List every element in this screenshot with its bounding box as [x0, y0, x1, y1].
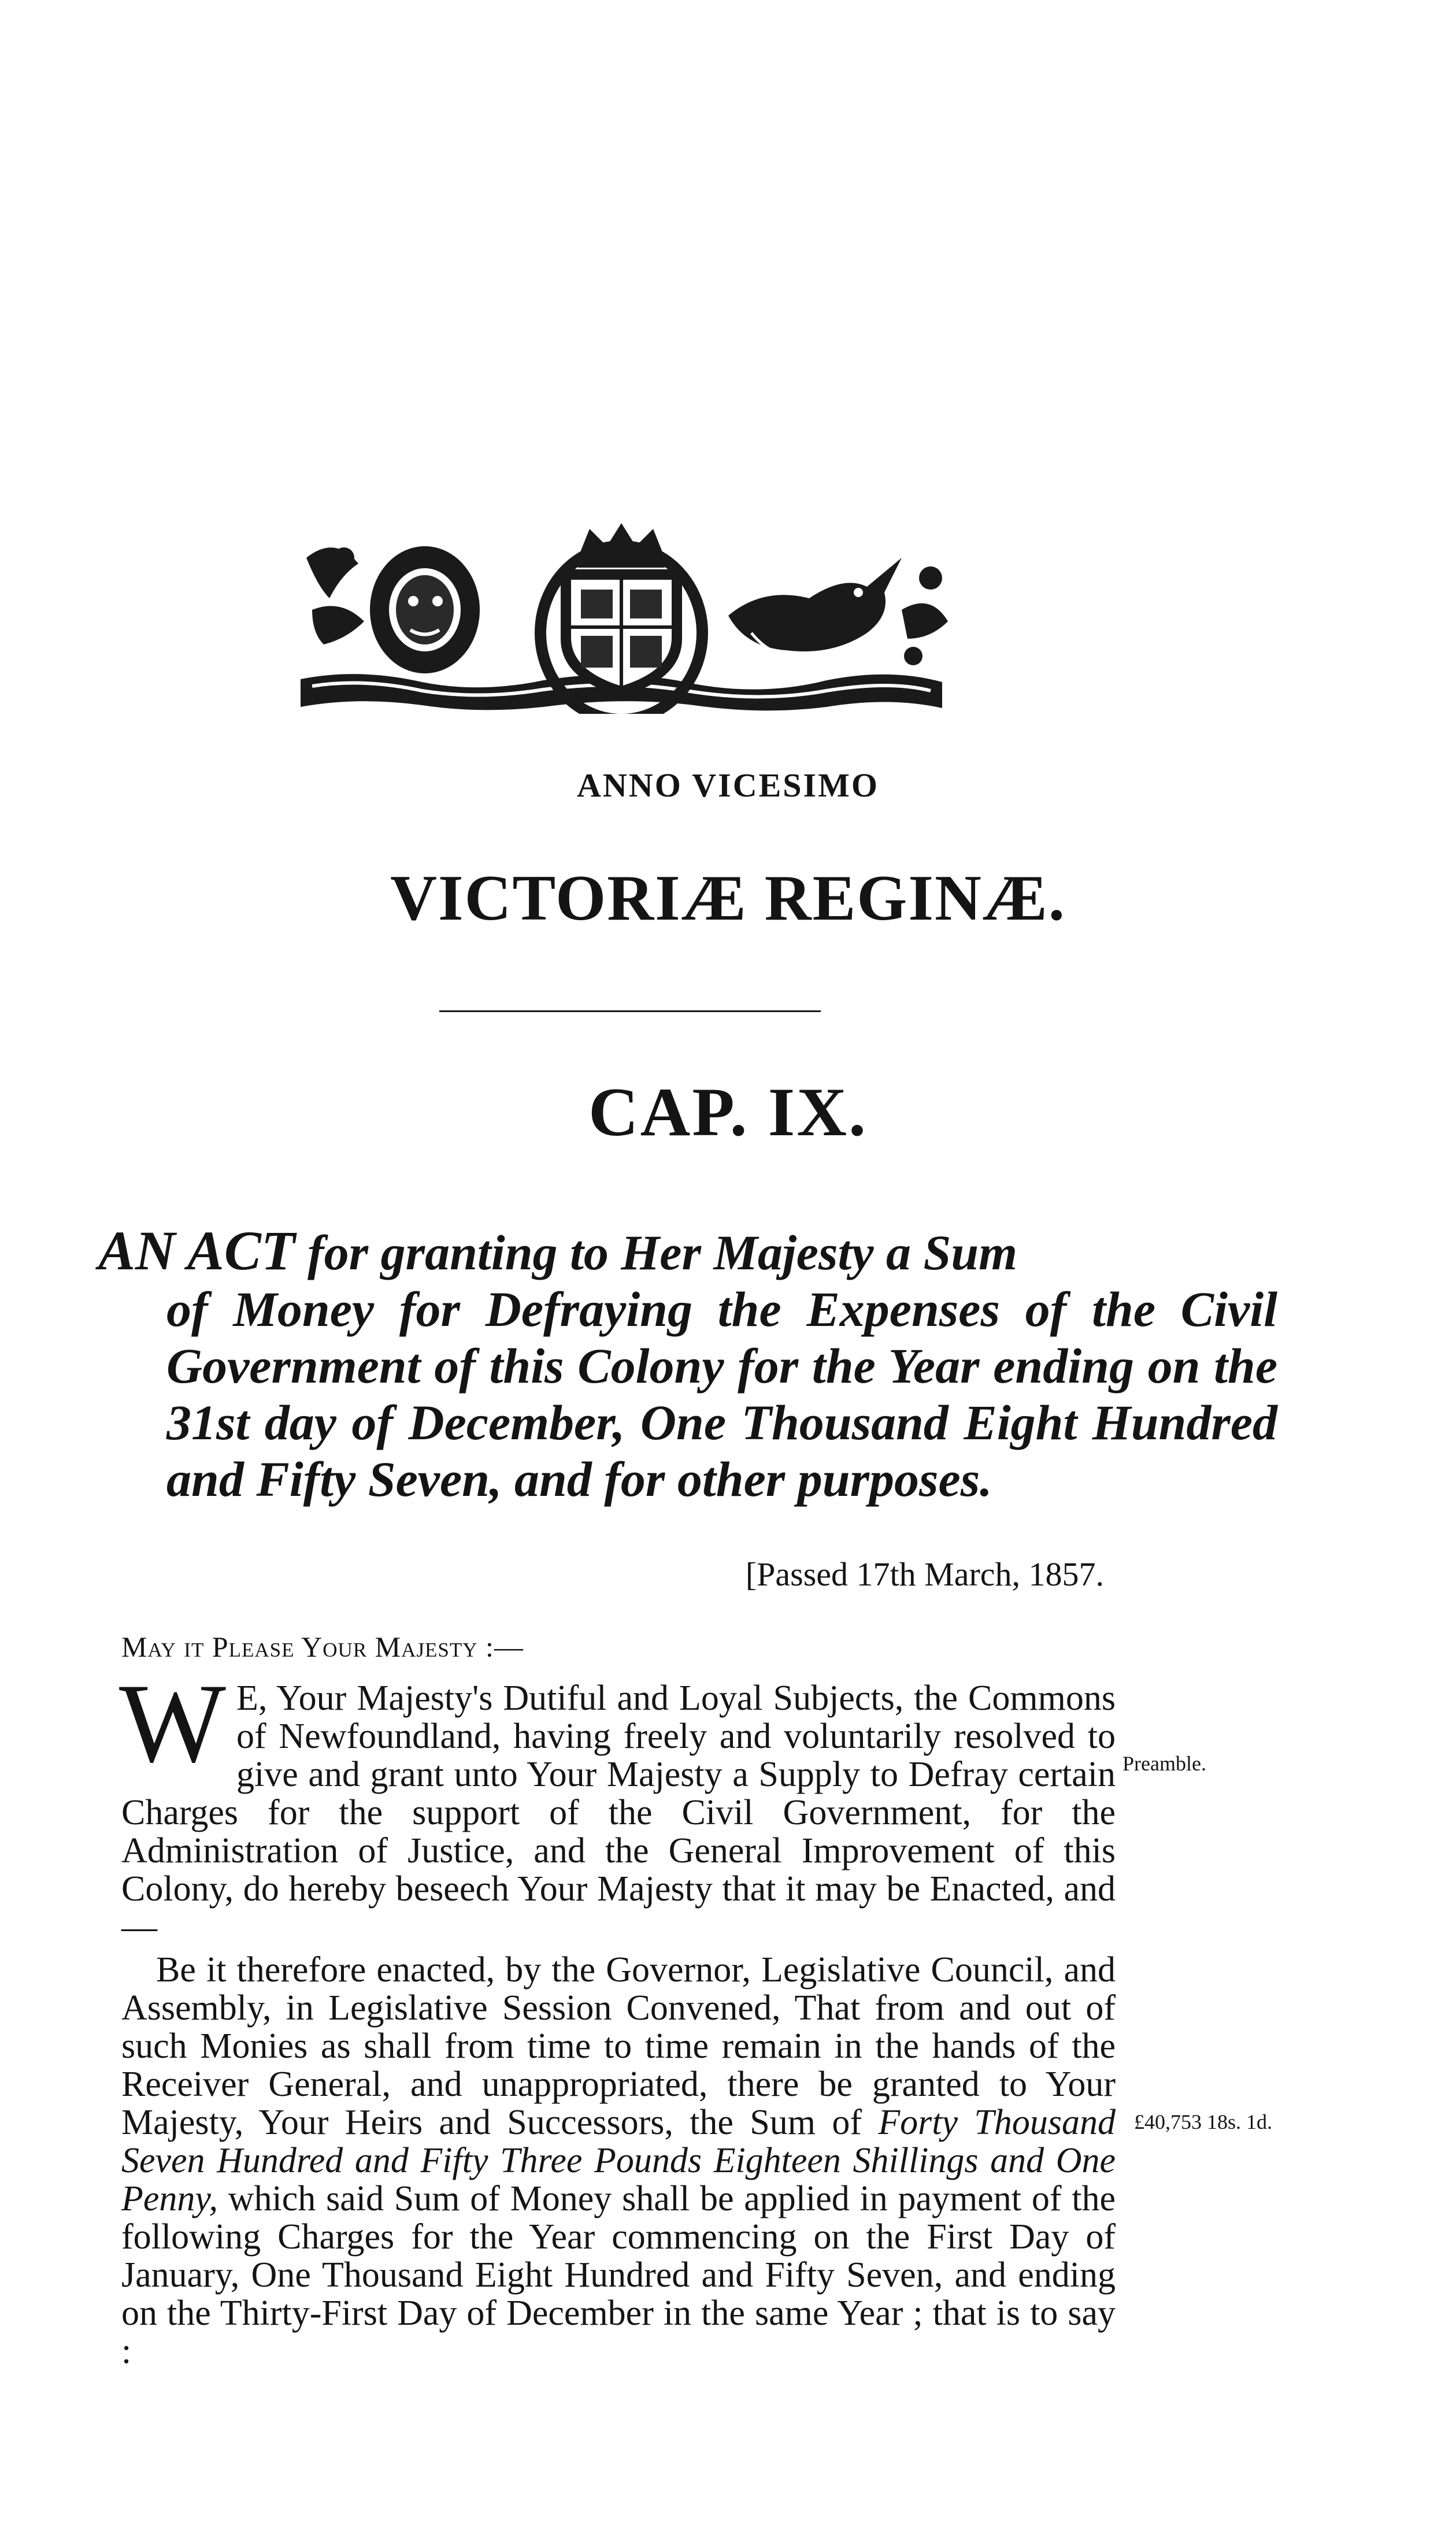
- act-title-continuation: of Money for Defraying the Expenses of the Civil Government of this Colony for the Year ending on the 31st day of December, One Thousand Eight Hundred and Fifty Seven, and for other purposes.: [166, 1281, 1277, 1507]
- margin-note-preamble: Preamble.: [1122, 1752, 1206, 1775]
- enactment-text-end: which said Sum of Money shall be applied in payment of the following Charges for the Year commencing on the First Day of January, One Thousand Eight Hundred and Fifty Seven, and ending on the Thirty-First Day of December in the same Year ; that is to say :: [121, 2179, 1116, 2371]
- preamble-text: E, Your Majesty's Dutiful and Loyal Subjects, the Commons of Newfoundland, having freely and voluntarily resolved to give and grant unto Your Majesty a Supply to Defray certain Charges for the support of the Civil Government, for the Administration of Justice, and the General Improvement of this Colony, do hereby beseech Your Majesty that it may be Enacted, and—: [121, 1679, 1116, 1947]
- regnal-title: VICTORIÆ REGINÆ.: [390, 862, 1066, 934]
- enactment-paragraph: [121, 1951, 1116, 2370]
- act-title-first-line: for granting to Her Majesty a Sum: [307, 1225, 1018, 1280]
- royal-coat-of-arms: [289, 523, 954, 714]
- sum-in-words: Forty Thousand Seven Hundred and Fifty Three Pounds Eighteen Shillings and One Penny,: [121, 2103, 1116, 2218]
- divider-rule: [439, 1010, 821, 1012]
- preamble-paragraph: [119, 1661, 1116, 1947]
- passed-date: [Passed 17th March, 1857.: [745, 1555, 1104, 1593]
- address-line: May it Please Your Majesty :—: [121, 1631, 524, 1663]
- drop-cap-letter: W: [119, 1661, 226, 1786]
- regnal-year-line: ANNO VICESIMO: [577, 766, 879, 804]
- enactment-text-start: Be it therefore enacted, by the Governor, Legislative Council, and Assembly, in Legislative Session Convened, That from and out of such Monies as shall from time to time remain in the hands of the Receiver General, and unappropriated, there be granted to Your Majesty, Your Heirs and Successors, the Sum of: [121, 1950, 1116, 2142]
- royal-arms-image: [289, 523, 954, 714]
- act-long-title: [98, 1222, 1277, 1507]
- act-title-lead: AN ACT: [98, 1220, 295, 1281]
- margin-note-sum: £40,753 18s. 1d.: [1134, 2110, 1273, 2133]
- chapter-number: CAP. IX.: [588, 1073, 868, 1150]
